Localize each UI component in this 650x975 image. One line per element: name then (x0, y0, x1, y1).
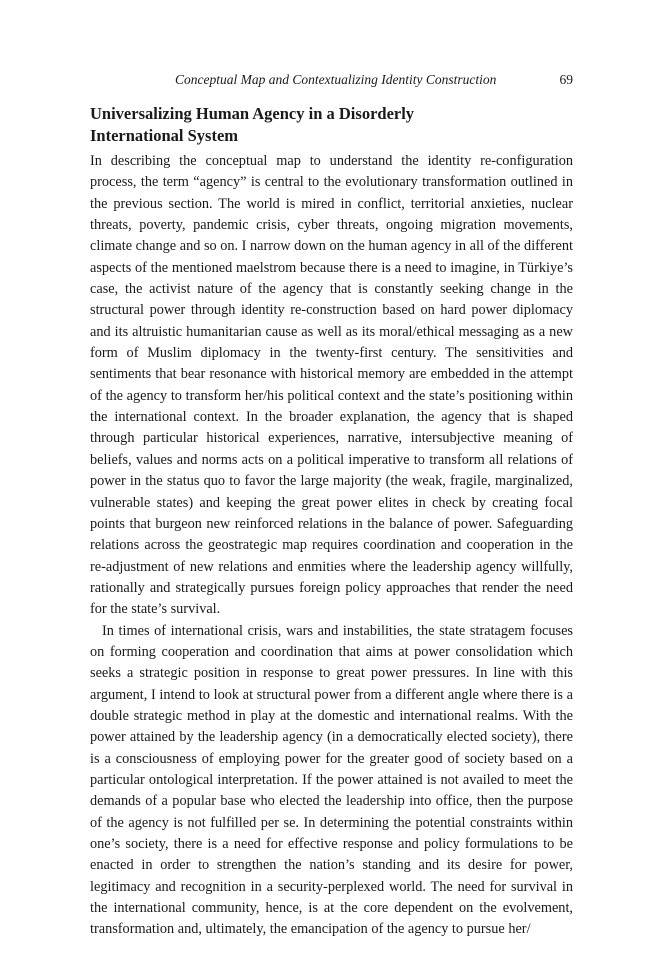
running-header (90, 70, 573, 90)
paragraph-2: In times of international crisis, wars and instabilities, the state stratagem focuses on forming cooperation and coordination that aims at power consolidation which seeks a strategic position in response to great power pressures. In line with this argument, I intend to look at structural power from a different angle where there is a double strategic method in play at the domestic and international realms. With the power attained by the leadership agency (in a democratically elected society), there is a consciousness of employing power for the greater good of society based on a particular ontological interpretation. If the power attained is not availed to meet the demands of a popular base who elected the leadership into office, then the purpose of the agency is not fulfilled per se. In determining the potential constraints within one’s society, there is a need for effective response and policy formulations to be enacted in order to strengthen the nation’s standing and its desire for power, legitimacy and recognition in a security-perplexed world. The need for survival in the international community, hence, is at the core dependent on the evolvement, transformation and, ultimately, the emancipation of the agency to pursue her/ (90, 622, 573, 938)
section-heading-line-2: International System (90, 126, 239, 145)
running-title: Conceptual Map and Contextualizing Identity Construction (175, 72, 497, 87)
section-heading-line-1: Universalizing Human Agency in a Disorderly (90, 104, 415, 123)
body-text (90, 151, 573, 941)
section-heading (90, 103, 573, 147)
page-number: 69 (559, 72, 573, 87)
paragraph-1: In describing the conceptual map to understand the identity re-configuration process, the term “agency” is central to the evolutionary transformation outlined in the previous section. The world is mired in conflict, territorial anxieties, nuclear threats, poverty, pandemic crisis, cyber threats, ongoing migration movements, climate change and so on. I narrow down on the human agency in all of the different aspects of the mentioned maelstrom because there is a need to imagine, in Türkiye’s case, the activist nature of the agency that is constantly seeking change in the structural power through identity re-construction based on hard power diplomacy and its altruistic humanitarian cause as well as its moral/ethical messaging as a new form of Muslim diplomacy in the twenty-first century. The sensitivities and sentiments that bear resonance with historical memory are embedded in the attempt of the agency to transform her/his political context and the state’s positioning within the international context. In the broader explanation, the agency that is shaped through particular historical experiences, narrative, intersubjective meaning of beliefs, values and norms acts on a political imperative to transform all relations of power in the status quo to favor the large majority (the weak, fragile, marginalized, vulnerable states) and keeping the great power elites in check by creating focal points that burgeon new reinforced relations in the balance of power. Safeguarding relations across the geostrategic map requires coordination and cooperation in the re-adjustment of new relations and enmities where the leadership agency willfully, rationally and strategically pursues foreign policy approaches that render the need for the state’s survival. (90, 153, 573, 618)
